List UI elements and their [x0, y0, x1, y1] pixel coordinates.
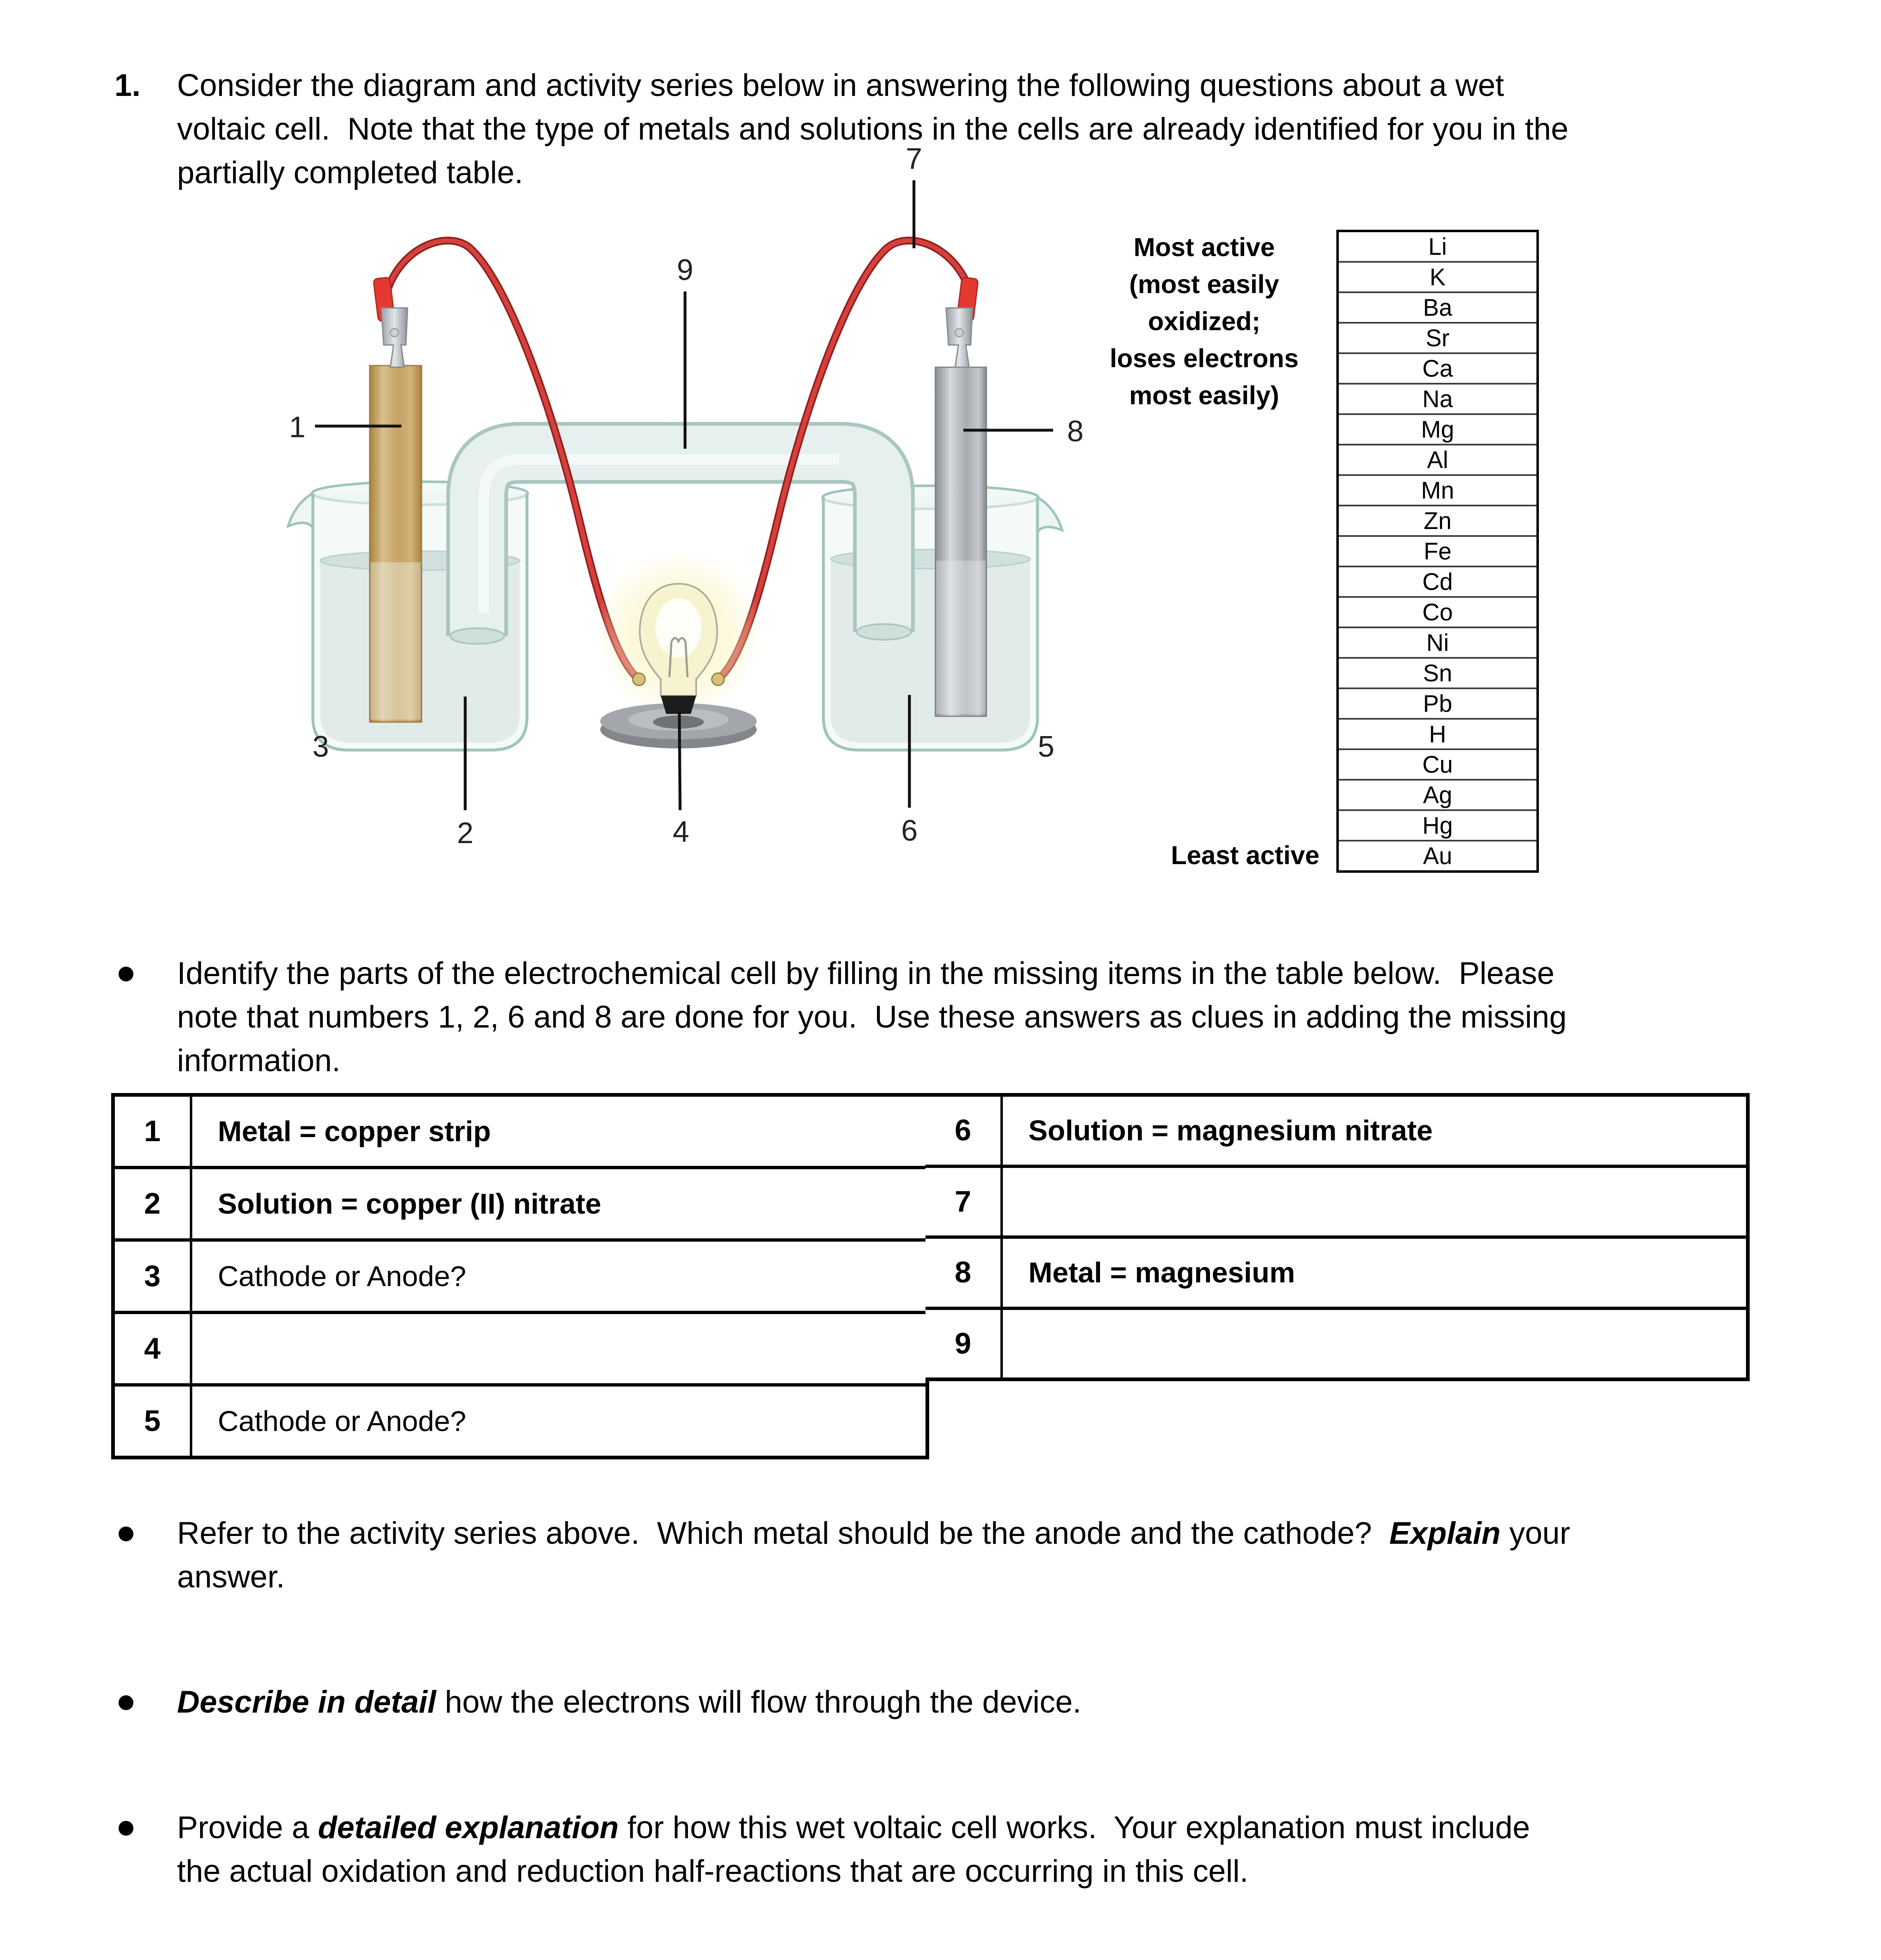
- row-number: 5: [115, 1387, 192, 1456]
- copper-strip-submerged-tint: [371, 562, 421, 720]
- callout-7: 7: [905, 142, 923, 175]
- row-answer[interactable]: [1003, 1168, 1746, 1236]
- table-row: [925, 1310, 1746, 1378]
- provide-pre: Provide a: [177, 1810, 318, 1845]
- row-number: 3: [115, 1242, 192, 1311]
- refer-post: your: [1500, 1516, 1570, 1551]
- row-number: 4: [115, 1314, 192, 1383]
- alligator-clip-right: [946, 308, 972, 367]
- row-number: 9: [925, 1310, 1003, 1378]
- table-row: [925, 1168, 1746, 1239]
- row-answer[interactable]: Cathode or Anode?: [218, 1405, 466, 1437]
- question-line-3: partially completed table.: [177, 155, 523, 190]
- activity-row: [1339, 628, 1536, 659]
- activity-row: [1339, 567, 1536, 598]
- element-symbol: Cd: [1422, 568, 1453, 595]
- question-number: 1.: [114, 68, 141, 103]
- element-symbol: Fe: [1424, 538, 1452, 565]
- activity-row: [1339, 659, 1536, 689]
- row-answer[interactable]: Solution = copper (II) nitrate: [218, 1188, 601, 1220]
- identify-line-2: note that numbers 1, 2, 6 and 8 are done for you. Use these answers as clues in adding the missing: [177, 1000, 1567, 1035]
- row-answer[interactable]: Solution = magnesium nitrate: [1028, 1114, 1433, 1147]
- callout-6: 6: [901, 814, 918, 847]
- element-symbol: Pb: [1423, 690, 1452, 717]
- callout-5: 5: [1037, 730, 1055, 763]
- provide-line-1: [177, 1806, 1725, 1850]
- row-answer[interactable]: Cathode or Anode?: [218, 1260, 466, 1292]
- element-symbol: Co: [1422, 599, 1453, 626]
- describe-emphasis: Describe in detail: [177, 1685, 436, 1720]
- activity-row: [1339, 750, 1536, 781]
- identify-line-3: information.: [177, 1043, 341, 1078]
- activity-row: [1339, 598, 1536, 628]
- identify-line-1: Identify the parts of the electrochemical cell by filling in the missing items in the table below. Please: [177, 956, 1555, 991]
- refer-pre: Refer to the activity series above. Which metal should be the anode and the cathode?: [177, 1516, 1389, 1551]
- table-row: [925, 1097, 1746, 1168]
- table-row: [115, 1242, 925, 1314]
- element-symbol: Sn: [1423, 660, 1452, 687]
- element-symbol: Li: [1428, 233, 1447, 260]
- element-symbol: Ni: [1426, 629, 1449, 656]
- element-symbol: Ba: [1423, 294, 1452, 321]
- activity-row: [1339, 354, 1536, 385]
- element-symbol: Sr: [1426, 324, 1450, 352]
- least-active-label: Least active: [1171, 841, 1319, 870]
- element-symbol: Ca: [1422, 355, 1453, 382]
- element-symbol: Mg: [1421, 416, 1454, 443]
- identify-bullet-text: [177, 952, 1725, 1083]
- element-symbol: Mn: [1421, 477, 1454, 504]
- element-symbol: K: [1429, 263, 1446, 291]
- activity-row: [1339, 841, 1536, 870]
- refer-emphasis: Explain: [1389, 1516, 1501, 1551]
- bullet-marker: [119, 1695, 133, 1710]
- callout-3: 3: [312, 730, 329, 763]
- activity-row: [1339, 537, 1536, 567]
- row-answer[interactable]: Metal = copper strip: [218, 1115, 491, 1147]
- row-number: 6: [925, 1097, 1003, 1165]
- element-symbol: Zn: [1424, 507, 1452, 534]
- table-row: [115, 1387, 925, 1456]
- activity-row: [1339, 445, 1536, 476]
- activity-row: [1339, 476, 1536, 506]
- refer-line-2: answer.: [177, 1559, 285, 1594]
- table-row: [115, 1169, 925, 1242]
- alligator-clip-left: [381, 308, 408, 367]
- question-line-2: voltaic cell. Note that the type of metals and solutions in the cells are already identified for you in the: [177, 112, 1569, 147]
- bullet-marker: [119, 967, 133, 981]
- activity-row: [1339, 781, 1536, 811]
- most-active-label: [1081, 229, 1328, 414]
- refer-line-1: [177, 1512, 1725, 1555]
- callout-2: 2: [457, 817, 474, 850]
- magnesium-strip-submerged-tint: [936, 561, 986, 714]
- activity-row: [1339, 689, 1536, 720]
- activity-row: [1339, 385, 1536, 415]
- provide-bullet-text: [177, 1806, 1725, 1893]
- bullet-marker: [119, 1821, 133, 1836]
- describe-post: how the electrons will flow through the device.: [436, 1685, 1082, 1720]
- row-answer[interactable]: Metal = magnesium: [1028, 1256, 1295, 1289]
- table-row: [115, 1314, 925, 1387]
- describe-bullet-text: [177, 1680, 1725, 1724]
- activity-row: [1339, 811, 1536, 841]
- activity-row: [1339, 720, 1536, 750]
- question-line-1: Consider the diagram and activity series below in answering the following questions about a wet: [177, 68, 1504, 103]
- callout-8: 8: [1067, 415, 1084, 448]
- provide-emphasis: detailed explanation: [318, 1810, 619, 1845]
- voltaic-cell-diagram: [226, 124, 1173, 947]
- callout-1: 1: [289, 411, 306, 444]
- bullet-marker: [119, 1527, 133, 1541]
- bulb-terminal-left: [633, 673, 645, 685]
- provide-line-2: the actual oxidation and reduction half-reactions that are occurring in this cell.: [177, 1854, 1249, 1889]
- row-number: 2: [115, 1169, 192, 1238]
- element-symbol: H: [1429, 720, 1446, 748]
- table-row: [115, 1097, 925, 1169]
- row-answer[interactable]: [1003, 1310, 1746, 1378]
- element-symbol: Na: [1422, 385, 1453, 413]
- most-active-line-5: most easily): [1129, 381, 1280, 410]
- row-answer[interactable]: [192, 1314, 925, 1383]
- bulb-base: [661, 696, 696, 714]
- row-number: 8: [925, 1239, 1003, 1307]
- element-symbol: Cu: [1422, 751, 1453, 778]
- refer-bullet-text: [177, 1512, 1725, 1599]
- row-number: 7: [925, 1168, 1003, 1236]
- activity-row: [1339, 415, 1536, 445]
- activity-row: [1339, 324, 1536, 354]
- activity-row: [1339, 232, 1536, 263]
- most-active-line-1: Most active: [1133, 233, 1275, 262]
- most-active-line-3: oxidized;: [1148, 307, 1261, 336]
- element-symbol: Hg: [1422, 812, 1453, 839]
- provide-post: for how this wet voltaic cell works. Your explanation must include: [618, 1810, 1530, 1845]
- activity-row: [1339, 293, 1536, 324]
- element-symbol: Au: [1423, 842, 1452, 869]
- activity-row: [1339, 506, 1536, 537]
- bulb-terminal-right: [712, 673, 724, 685]
- table-row: [925, 1239, 1746, 1310]
- beaker-right-spout: [1037, 497, 1062, 533]
- describe-line-1: [177, 1680, 1725, 1724]
- element-symbol: Al: [1427, 446, 1448, 473]
- answer-table-left: [111, 1093, 929, 1459]
- most-active-line-4: loses electrons: [1109, 344, 1299, 373]
- beaker-left-spout: [288, 493, 314, 529]
- element-symbol: Ag: [1423, 781, 1452, 809]
- answer-table-right: [925, 1093, 1750, 1381]
- callout-4: 4: [672, 816, 690, 848]
- activity-series-table: [1336, 230, 1539, 873]
- callout-9: 9: [676, 254, 694, 287]
- most-active-line-2: (most easily: [1129, 270, 1280, 299]
- row-number: 1: [115, 1097, 192, 1166]
- activity-row: [1339, 263, 1536, 293]
